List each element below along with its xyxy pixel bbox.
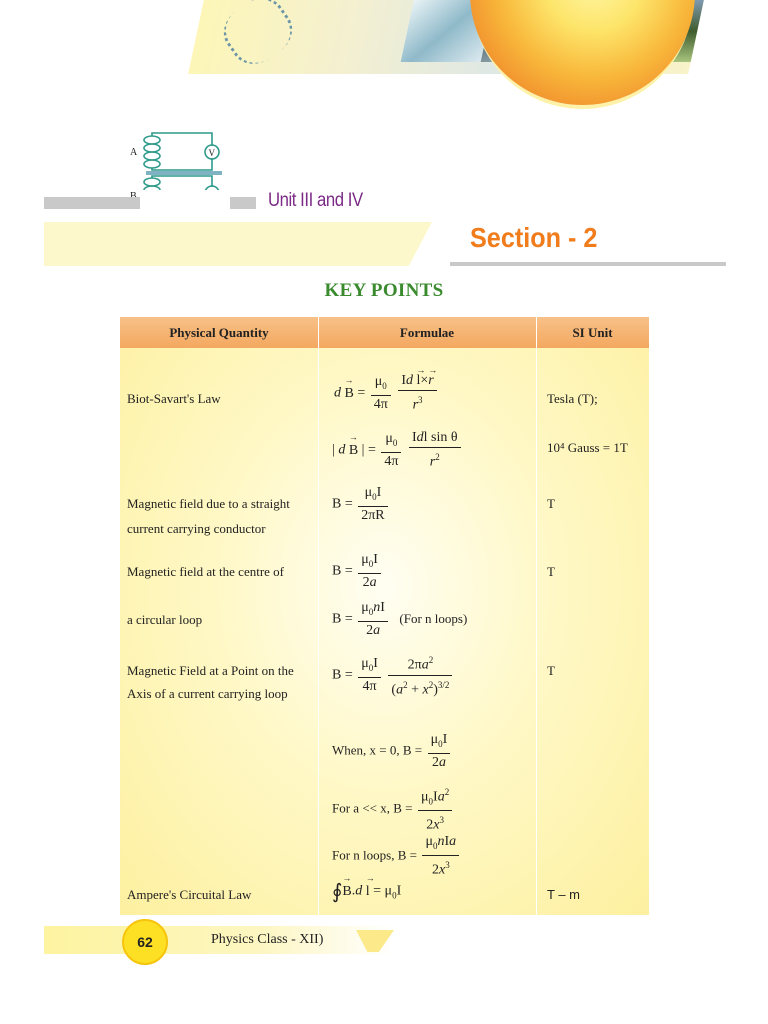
quantity-straight-conductor-line2: current carrying conductor xyxy=(127,521,266,536)
column-header-quantity: Physical Quantity xyxy=(169,325,269,340)
unit-straight-conductor: T xyxy=(547,496,555,511)
unit-gauss-conversion: 10⁴ Gauss = 1T xyxy=(547,440,628,455)
section-band xyxy=(44,222,432,266)
formula-n-loops-far: For n loops, B = $\frac{\mu_0nIa}{2x^3}$ xyxy=(332,833,461,879)
quantity-ampere-law: Ampere's Circuital Law xyxy=(127,887,252,902)
formula-axis-loop: B = $\frac{\mu_0I}{4\pi}$ $\frac{2\pi a^2}{(a^2 + x^2)^{3/2}}$ xyxy=(332,651,454,699)
unit-ampere-law: T – m xyxy=(547,887,580,902)
n-loops-note: (For n loops) xyxy=(399,610,468,626)
formula-biot-savart-magnitude: | d → B | = $\frac{\mu_0}{4\pi}$ $\frac{\text{Idl sin θ}}{r^2}$ xyxy=(332,429,463,472)
formula-when-x-zero: When, x = 0, B = $\frac{\mu_0I}{2a}$ xyxy=(332,731,452,772)
footer-book-title: Physics Class - XII) xyxy=(211,932,324,947)
quantity-straight-conductor-line1: Magnetic field due to a straight xyxy=(127,496,290,511)
quantity-axis-loop-line2: Axis of a current carrying loop xyxy=(127,686,288,701)
section-title: Section - 2 xyxy=(470,222,598,253)
coil-label-a: A xyxy=(130,147,138,158)
formula-centre-loop: B = $\frac{\mu_0I}{2a}$ xyxy=(332,551,383,592)
sun-decoration-icon xyxy=(470,0,695,105)
column-header-formulae: Formulae xyxy=(399,325,455,340)
page-number-badge: 62 xyxy=(122,919,168,965)
section-rule xyxy=(450,262,726,266)
voltmeter-label: V xyxy=(208,148,215,158)
key-points-table xyxy=(120,317,649,915)
formula-straight-conductor: B = $\frac{\mu_0I}{2\pi R}$ xyxy=(332,484,390,525)
unit-centre-loop: T xyxy=(547,564,555,579)
formula-biot-savart: d → B = $\frac{\mu_0}{4\pi}$ $\frac{Id \to l\times\to r}{r^3}$ xyxy=(334,372,439,415)
table-header xyxy=(120,317,649,348)
formula-a-less-x: For a << x, B = $\frac{\mu_0Ia^2}{2x^3}$ xyxy=(332,783,454,835)
quantity-biot-savart: Biot-Savart's Law xyxy=(127,391,221,406)
unit-biot-savart: Tesla (T); xyxy=(547,391,598,406)
unit-title: Unit III and IV xyxy=(268,190,363,211)
quantity-centre-loop: Magnetic field at the centre of xyxy=(127,564,285,579)
unit-axis-loop: T xyxy=(547,663,555,678)
formula-n-loops: B = $\frac{\mu_0nI}{2a}$ (For n loops) xyxy=(332,600,468,638)
key-points-heading: KEY POINTS xyxy=(324,280,444,301)
quantity-circular-loop: a circular loop xyxy=(127,612,203,627)
column-header-si-unit: SI Unit xyxy=(572,325,613,340)
quantity-axis-loop-line1: Magnetic Field at a Point on the xyxy=(127,663,294,678)
formula-ampere-law: ∮→ $B.d \to l = \mu_0I$ xyxy=(332,879,401,904)
